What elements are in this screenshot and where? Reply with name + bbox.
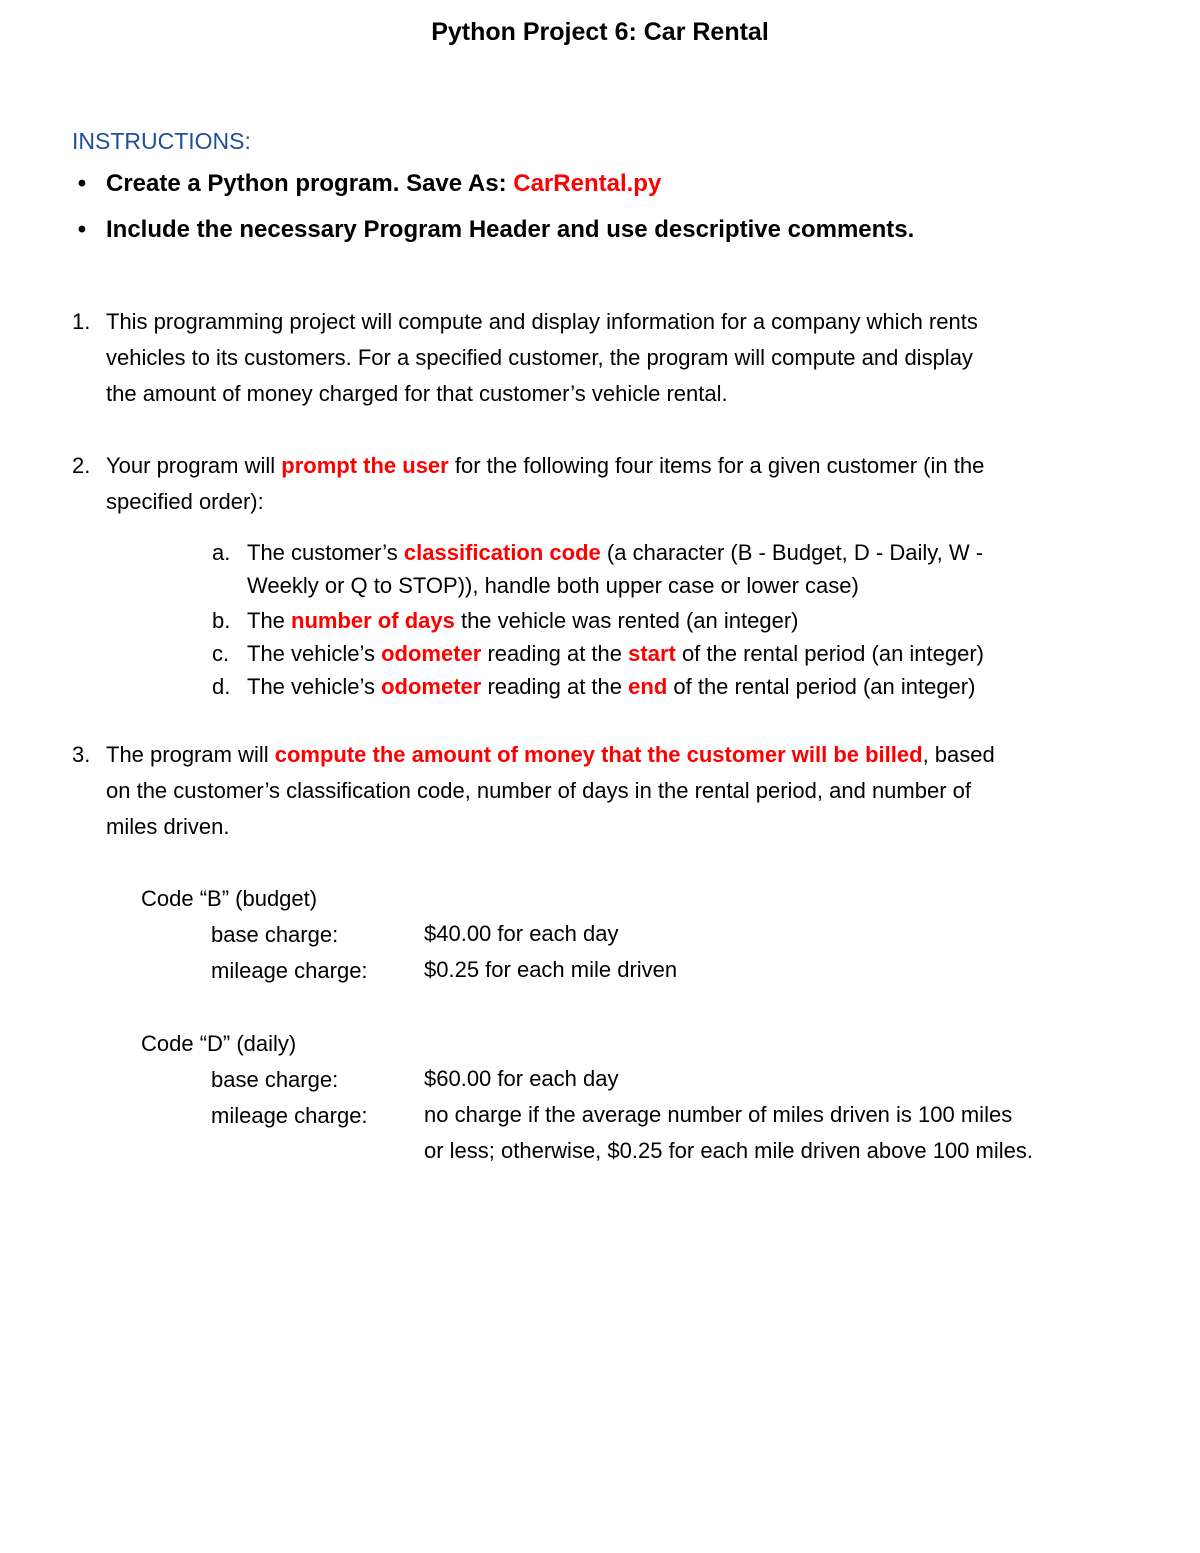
text-run: , based (922, 742, 995, 767)
classification-code-highlight: classification code (403, 540, 601, 565)
odometer-highlight: odometer (381, 674, 482, 699)
text-run: The customer’s (247, 540, 404, 565)
item-number: 2. (72, 453, 91, 478)
daily-base-value: $60.00 for each day (424, 1066, 619, 1091)
page-title: Python Project 6: Car Rental (431, 18, 769, 46)
budget-base-label: base charge: (211, 922, 339, 947)
sub-item-letter: b. (212, 608, 231, 633)
end-highlight: end (628, 674, 668, 699)
bullet-icon: • (77, 216, 87, 243)
item-line: specified order): (106, 489, 264, 514)
sub-item-body (247, 670, 1107, 703)
bullet-header-comments (72, 212, 914, 258)
bullet-icon: • (77, 170, 87, 197)
item-body (106, 448, 1166, 520)
budget-mileage-label: mileage charge: (211, 958, 368, 983)
text-run: The (247, 608, 292, 633)
text-run: reading at the (481, 674, 629, 699)
sub-item-body (247, 637, 1107, 670)
text-run: The vehicle’s (247, 641, 382, 666)
code-daily-heading: Code “D” (daily) (141, 1031, 297, 1056)
text-run: for the following four items for a given customer (in the (448, 453, 985, 478)
text-run: the vehicle was rented (an integer) (454, 608, 799, 633)
item-line (247, 536, 1107, 569)
item-line: on the customer’s classification code, number of days in the rental period, and number of (106, 778, 972, 803)
instruction-bullets (72, 166, 914, 258)
code-budget-heading: Code “B” (budget) (141, 886, 318, 911)
mileage-value-line: no charge if the average number of miles driven is 100 miles (424, 1102, 1013, 1127)
bullet-text: Include the necessary Program Header and use descriptive comments. (106, 216, 915, 243)
text-run: The vehicle’s (247, 674, 382, 699)
text-run: of the rental period (an integer) (667, 674, 976, 699)
item-line: Weekly or Q to STOP)), handle both upper case or lower case) (247, 573, 859, 598)
daily-mileage-value (424, 1097, 1144, 1169)
item-body (106, 304, 1166, 412)
mileage-value-line: or less; otherwise, $0.25 for each mile driven above 100 miles. (424, 1138, 1033, 1163)
item-line: the amount of money charged for that customer’s vehicle rental. (106, 381, 728, 406)
instructions-heading: INSTRUCTIONS: (72, 128, 251, 154)
odometer-highlight: odometer (381, 641, 482, 666)
daily-mileage-label: mileage charge: (211, 1103, 368, 1128)
item-line (106, 448, 1166, 484)
item-line: miles driven. (106, 814, 230, 839)
number-of-days-highlight: number of days (291, 608, 455, 633)
item-number: 3. (72, 742, 91, 767)
budget-mileage-value: $0.25 for each mile driven (424, 957, 678, 982)
text-run: of the rental period (an integer) (675, 641, 985, 666)
item-line: This programming project will compute and display information for a company which rents (106, 309, 978, 334)
filename-highlight: CarRental.py (513, 170, 662, 197)
item-number: 1. (72, 309, 91, 334)
billing-highlight: compute the amount of money that the customer will be billed (274, 742, 923, 767)
start-highlight: start (628, 641, 676, 666)
sub-item-letter: c. (212, 641, 230, 666)
sub-item-letter: a. (212, 540, 231, 565)
item-line: vehicles to its customers. For a specified customer, the program will compute and display (106, 345, 973, 370)
text-run: Your program will (106, 453, 282, 478)
sub-item-body (247, 536, 1107, 602)
sub-item-body (247, 604, 1107, 637)
daily-base-label: base charge: (211, 1067, 339, 1092)
text-run: The program will (106, 742, 275, 767)
item-body (106, 737, 1166, 845)
prompt-highlight: prompt the user (281, 453, 449, 478)
item-line (106, 737, 1166, 773)
bullet-text: Create a Python program. Save As: (106, 170, 514, 197)
budget-base-value: $40.00 for each day (424, 921, 619, 946)
text-run: (a character (B - Budget, D - Daily, W - (600, 540, 984, 565)
text-run: reading at the (481, 641, 629, 666)
sub-item-letter: d. (212, 674, 231, 699)
bullet-save-as (72, 166, 914, 212)
